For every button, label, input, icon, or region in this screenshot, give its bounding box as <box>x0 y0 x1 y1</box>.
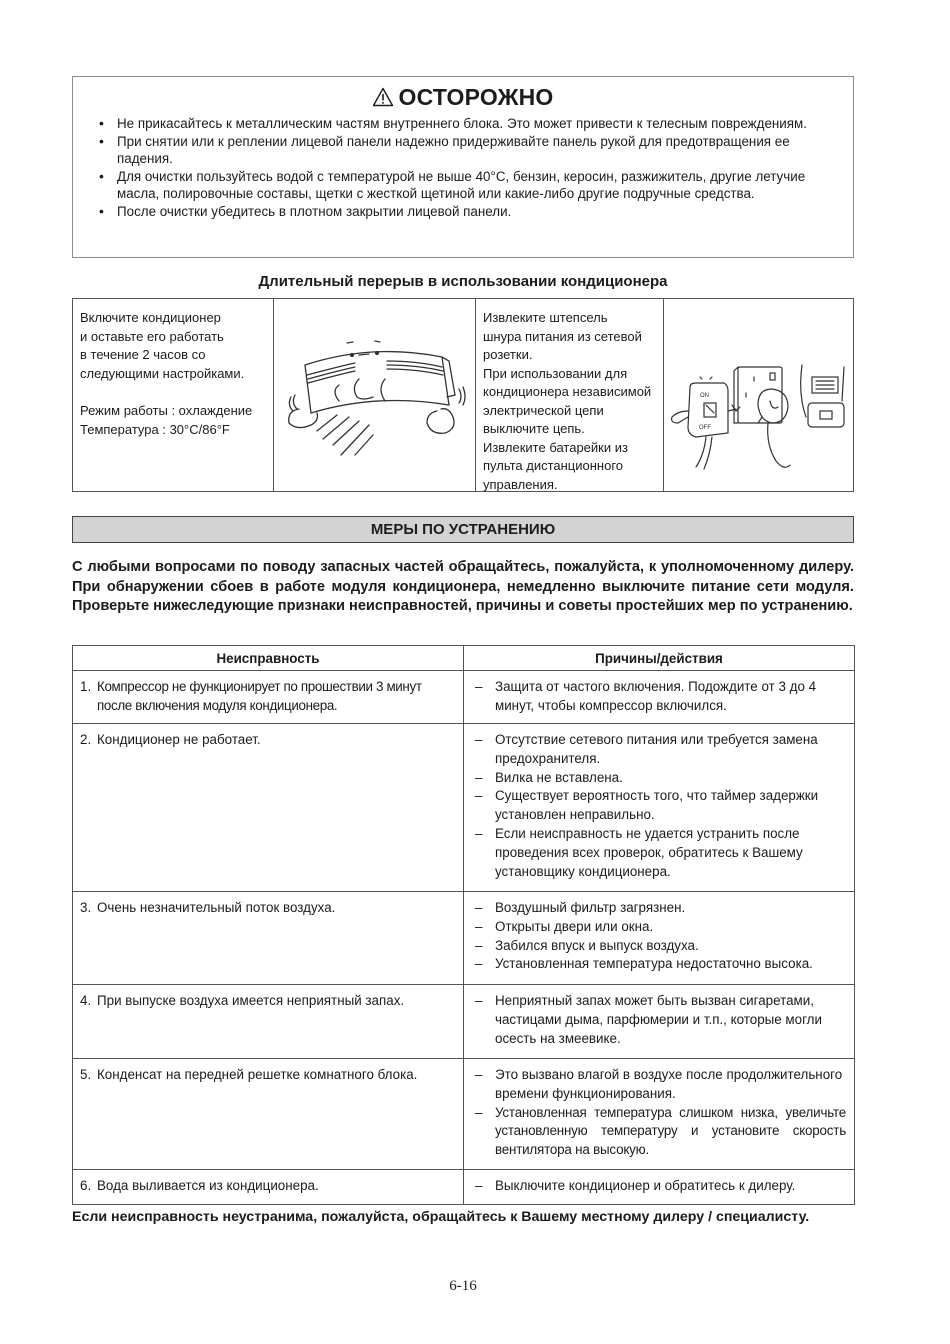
cause-item: – Выключите кондиционер и обратитесь к дилеру. <box>471 1177 846 1196</box>
cause-item: – Защита от частого включения. Подождите от 3 до 4 минут, чтобы компрессор включился. <box>471 678 846 716</box>
caution-item: • При снятии или к реплении лицевой панели надежно придерживайте панель рукой для предотвращения ее падения. <box>99 133 841 168</box>
air-conditioner-illustration <box>274 299 476 491</box>
instruction-line: пульта дистанционного <box>483 458 624 473</box>
power-switch-illustration <box>664 299 853 491</box>
contact-dealer-note: Если неисправность неустранима, пожалуйста, обращайтесь к Вашему местному дилеру / специалисту. <box>72 1209 810 1225</box>
page-number: 6-16 <box>449 1278 477 1294</box>
power-switch-plug-remote-icon <box>666 305 852 485</box>
instruction-line: выключите цепь. <box>483 421 585 436</box>
row-number: 3. <box>80 900 92 915</box>
problem-text: Очень незначительный поток воздуха. <box>97 900 336 915</box>
table-header-row <box>73 646 855 671</box>
troubleshooting-intro: С любыми вопросами по поводу запасных частей обращайтесь, пожалуйста, к уполномоченному дилеру. При обнаружении сбоев в работе модуля кондиционера, немедленно выключите питание сети модуля. Проверьте нижеследующие признаки неисправностей, причины и советы простейших мер по устранению. <box>72 559 854 614</box>
table-row <box>73 671 855 724</box>
svg-text:OFF: OFF <box>698 425 711 431</box>
air-conditioner-cartoon-icon <box>277 305 473 485</box>
cause-item: – Открыты двери или окна. <box>471 918 846 937</box>
problem-cell <box>73 724 464 892</box>
problem-cell <box>73 985 464 1059</box>
cause-item: – Забился впуск и выпуск воздуха. <box>471 937 846 956</box>
causes-cell <box>464 671 855 724</box>
cause-item: – Неприятный запах может быть вызван сигаретами, частицами дыма, парфюмерии и т.п., которые могли осесть на змеевике. <box>471 992 846 1048</box>
instruction-line: в течение 2 часов со <box>80 347 206 362</box>
problem-text: Вода выливается из кондиционера. <box>97 1178 319 1193</box>
table-row <box>73 892 855 985</box>
instruction-line: кондиционера независимой <box>483 384 652 399</box>
cause-item: – Это вызвано влагой в воздухе после продолжительного времени функционирования. <box>471 1066 846 1104</box>
caution-title <box>85 83 841 113</box>
instruction-line: и оставьте его работать <box>80 328 224 344</box>
troubleshooting-title-bar: МЕРЫ ПО УСТРАНЕНИЮ <box>72 516 854 543</box>
row-number: 2. <box>80 732 92 747</box>
caution-item: • Не прикасайтесь к металлическим частям внутреннего блока. Это может привести к телесным повреждениям. <box>99 115 841 133</box>
causes-cell <box>464 1059 855 1170</box>
problem-cell <box>73 1170 464 1205</box>
cause-item: – Установленная температура недостаточно высока. <box>471 955 846 974</box>
table-row <box>73 1170 855 1205</box>
caution-item: • Для очистки пользуйтесь водой с температурой не выше 40°C, бензин, керосин, разжижитель, другие летучие масла, полировочные составы, щетки с жесткой щетиной или какие-либо другие подручные средства. <box>99 168 841 203</box>
troubleshooting-table <box>72 645 855 1205</box>
instruction-line: управления. <box>483 476 558 492</box>
instruction-line: розетки. <box>483 347 533 362</box>
row-number: 5. <box>80 1067 92 1082</box>
cause-item: – Установленная температура слишком низка, увеличьте установленную температуру и установите скорость вентилятора на высокую. <box>471 1104 846 1160</box>
caution-item: • После очистки убедитесь в плотном закрытии лицевой панели. <box>99 203 841 221</box>
cause-item: – Вилка не вставлена. <box>471 769 846 788</box>
cause-item: – Существует вероятность того, что таймер задержки установлен неправильно. <box>471 787 846 825</box>
row-number: 6. <box>80 1178 92 1193</box>
instruction-line: шнура питания из сетевой <box>483 328 642 344</box>
causes-cell <box>464 1170 855 1205</box>
table-row <box>73 1059 855 1170</box>
long-break-unplug-instructions <box>476 299 664 491</box>
problem-cell <box>73 892 464 985</box>
long-break-run-instructions <box>73 299 274 491</box>
row-number: 4. <box>80 993 92 1008</box>
causes-cell <box>464 985 855 1059</box>
problem-text: При выпуске воздуха имеется неприятный запах. <box>97 993 405 1008</box>
caution-list <box>99 115 841 220</box>
table-row <box>73 724 855 892</box>
causes-cell <box>464 724 855 892</box>
svg-text:ON: ON <box>699 393 709 399</box>
instruction-line: электрической цепи <box>483 402 604 418</box>
column-header-problem: Неисправность <box>73 646 464 671</box>
problem-text: Компрессор не функционирует по прошествии 3 минут после включения модуля кондиционера. <box>97 679 422 713</box>
instruction-line: Извлеките батарейки из <box>483 439 628 455</box>
caution-box <box>72 76 854 258</box>
column-header-causes: Причины/действия <box>464 646 855 671</box>
operation-mode: Режим работы : охлаждение <box>80 403 253 418</box>
caution-title-text: ОСТОРОЖНО <box>398 84 554 110</box>
cause-item: – Если неисправность не удается устранить после проведения всех проверок, обратитесь к Вашему установщику кондиционера. <box>471 825 846 881</box>
spacer <box>80 383 265 402</box>
temperature-setting: Температура : 30°C/86°F <box>80 421 230 437</box>
cause-item: – Отсутствие сетевого питания или требуется замена предохранителя. <box>471 731 846 769</box>
problem-cell <box>73 1059 464 1170</box>
table-row <box>73 985 855 1059</box>
instruction-line: При использовании для <box>483 365 628 381</box>
problem-cell <box>73 671 464 724</box>
warning-triangle-icon <box>372 85 394 113</box>
row-number: 1. <box>80 679 92 694</box>
problem-text: Кондиционер не работает. <box>97 732 261 747</box>
instruction-line: Извлеките штепсель <box>483 310 608 325</box>
causes-cell <box>464 892 855 985</box>
instruction-line: Включите кондиционер <box>80 310 221 325</box>
long-break-table <box>72 298 854 492</box>
instruction-line: следующими настройками. <box>80 365 245 381</box>
long-break-heading: Длительный перерыв в использовании кондиционера <box>258 273 668 290</box>
problem-text: Конденсат на передней решетке комнатного блока. <box>97 1067 418 1082</box>
cause-item: – Воздушный фильтр загрязнен. <box>471 899 846 918</box>
